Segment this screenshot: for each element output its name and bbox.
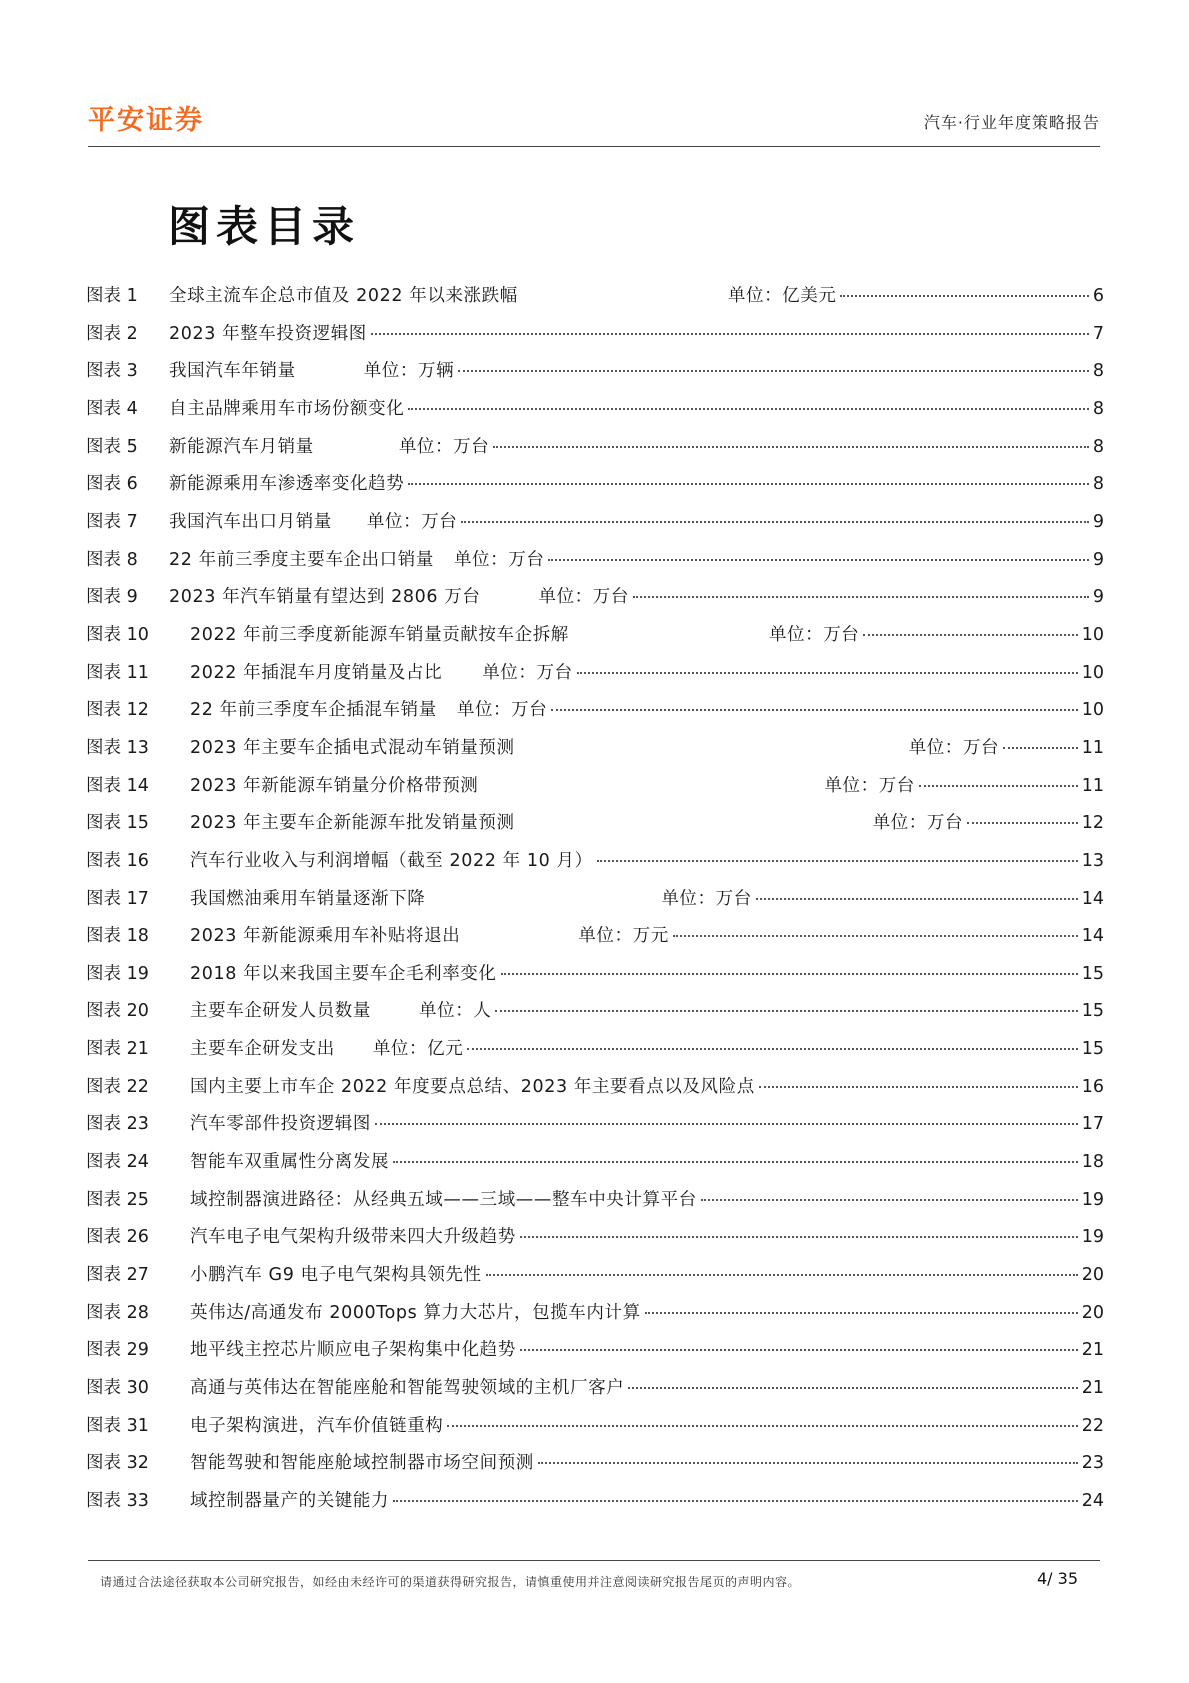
toc-entry: [190, 1339, 1104, 1361]
dot-leader: [919, 785, 1078, 787]
toc-row[interactable]: [86, 398, 1104, 436]
dot-leader: [840, 295, 1088, 297]
toc-row[interactable]: [86, 1076, 1104, 1114]
figure-number: 图表 4: [86, 398, 138, 419]
figure-unit: 单位：万台: [661, 888, 752, 909]
figure-unit: 单位：亿美元: [727, 286, 837, 306]
toc-entry: [169, 285, 1104, 307]
figure-title: 新能源乘用车渗透率变化趋势: [169, 474, 405, 495]
figure-number: 图表 14: [86, 775, 149, 796]
dot-leader: [493, 446, 1089, 448]
dot-leader: [701, 1199, 1078, 1201]
figure-title: 自主品牌乘用车市场份额变化: [169, 398, 405, 419]
dot-leader: [520, 1236, 1078, 1238]
dot-leader: [408, 483, 1089, 485]
dot-leader: [447, 1425, 1077, 1427]
toc-entry: [169, 360, 1104, 382]
figure-number: 图表 2: [86, 323, 138, 344]
toc-entry: [190, 850, 1104, 872]
toc-row[interactable]: [86, 1151, 1104, 1189]
figure-title: 汽车电子电气架构升级带来四大升级趋势: [190, 1227, 516, 1248]
page-reference[interactable]: 12: [1081, 813, 1104, 834]
toc-entry: [190, 963, 1104, 985]
page-reference[interactable]: 16: [1081, 1076, 1104, 1097]
toc-entry: [169, 511, 1104, 533]
toc-entry: [190, 1076, 1104, 1098]
figure-toc: [86, 285, 1104, 1528]
figure-title: 22 年前三季度车企插混车销量: [190, 700, 437, 721]
figure-title: 域控制器量产的关键能力: [190, 1491, 390, 1511]
toc-entry: [190, 1415, 1104, 1437]
figure-title: 22 年前三季度主要车企出口销量: [169, 549, 434, 570]
page-header: [88, 96, 1100, 147]
dot-leader: [633, 596, 1089, 598]
disclaimer-text: 请通过合法途径获取本公司研究报告，如经由未经许可的渠道获得研究报告，请慎重使用并注意阅读研究报告尾页的声明内容。: [100, 1575, 801, 1589]
toc-row[interactable]: [86, 1415, 1104, 1453]
figure-title: 汽车行业收入与利润增幅（截至 2022 年 10 月）: [190, 850, 593, 871]
toc-entry: [190, 1151, 1104, 1173]
page-reference[interactable]: 13: [1081, 850, 1104, 871]
toc-row[interactable]: [86, 1377, 1104, 1415]
figure-unit: 单位：亿元: [372, 1039, 464, 1060]
figure-title: 2022 年前三季度新能源车销量贡献按车企拆解: [190, 624, 569, 645]
figure-number: 图表 17: [86, 888, 149, 909]
dot-leader: [467, 1048, 1077, 1050]
figure-title: 2023 年整车投资逻辑图: [169, 323, 367, 344]
figure-unit: 单位：万台: [872, 813, 964, 834]
figure-unit: 单位：万元: [578, 926, 669, 947]
page-reference[interactable]: 22: [1081, 1415, 1104, 1436]
toc-entry: [169, 398, 1104, 420]
figure-unit: 单位：万台: [908, 737, 1000, 758]
figure-unit: 单位：万台: [824, 775, 915, 796]
dot-leader: [597, 860, 1078, 862]
page-reference[interactable]: 10: [1081, 662, 1104, 683]
figure-title: 2023 年主要车企新能源车批发销量预测: [190, 813, 515, 834]
page-reference[interactable]: 17: [1081, 1114, 1104, 1135]
toc-row[interactable]: [86, 1113, 1104, 1151]
figure-number: 图表 7: [86, 511, 138, 532]
toc-row[interactable]: [86, 775, 1104, 813]
dot-leader: [645, 1312, 1078, 1314]
company-logo: 平安证券: [88, 105, 204, 136]
toc-row[interactable]: [86, 1264, 1104, 1302]
toc-row[interactable]: [86, 925, 1104, 963]
toc-row[interactable]: [86, 888, 1104, 926]
page-reference[interactable]: 8: [1092, 361, 1104, 382]
figure-number: 图表 21: [86, 1039, 149, 1060]
toc-entry: [190, 1189, 1104, 1211]
figure-number: 图表 31: [86, 1415, 149, 1436]
toc-entry: [190, 812, 1104, 834]
toc-row[interactable]: [86, 285, 1104, 323]
figure-title: 我国燃油乘用车销量逐渐下降: [190, 888, 426, 909]
toc-entry: [190, 1452, 1104, 1474]
figure-number: 图表 26: [86, 1227, 149, 1248]
toc-entry: [190, 1226, 1104, 1248]
page-reference[interactable]: 21: [1081, 1378, 1104, 1399]
page-reference[interactable]: 15: [1081, 1001, 1104, 1022]
figure-title: 2023 年新能源乘用车补贴将退出: [190, 926, 461, 947]
page-reference[interactable]: 7: [1092, 323, 1104, 344]
figure-title: 我国汽车出口月销量: [169, 511, 332, 532]
toc-row[interactable]: [86, 473, 1104, 511]
figure-unit: 单位：万台: [456, 700, 548, 721]
figure-title: 域控制器演进路径：从经典五域——三域——整车中央计算平台: [190, 1189, 697, 1210]
figure-title: 2022 年插混车月度销量及占比: [190, 662, 443, 683]
toc-row[interactable]: [86, 1226, 1104, 1264]
toc-entry: [190, 662, 1104, 684]
figure-number: 图表 8: [86, 549, 138, 570]
toc-entry: [190, 1302, 1104, 1324]
toc-entry: [190, 925, 1104, 947]
toc-row[interactable]: [86, 963, 1104, 1001]
dot-leader: [393, 1161, 1078, 1163]
figure-title: 我国汽车年销量: [169, 361, 296, 382]
page-reference[interactable]: 6: [1092, 286, 1104, 306]
page-reference[interactable]: 8: [1092, 474, 1104, 495]
page-number: 4/ 35: [1036, 1569, 1078, 1588]
page-reference[interactable]: 19: [1081, 1227, 1104, 1248]
dot-leader: [1003, 747, 1078, 749]
page-reference[interactable]: 15: [1081, 963, 1104, 984]
figure-unit: 单位：万台: [453, 549, 545, 570]
figure-number: 图表 1: [86, 286, 138, 306]
toc-row[interactable]: [86, 586, 1104, 624]
dot-leader: [393, 1500, 1078, 1502]
page-reference[interactable]: 24: [1081, 1491, 1104, 1511]
page-reference[interactable]: 11: [1081, 737, 1104, 758]
figure-number: 图表 33: [86, 1491, 149, 1511]
toc-row[interactable]: [86, 662, 1104, 700]
dot-leader: [461, 521, 1088, 523]
figure-number: 图表 12: [86, 700, 149, 721]
dot-leader: [538, 1462, 1078, 1464]
toc-row[interactable]: [86, 1038, 1104, 1076]
page-reference[interactable]: 8: [1092, 398, 1104, 419]
figure-unit: 单位：万台: [482, 662, 573, 683]
toc-row[interactable]: [86, 624, 1104, 662]
figure-title: 智能驾驶和智能座舱域控制器市场空间预测: [190, 1453, 534, 1474]
dot-leader: [486, 1274, 1078, 1276]
page-reference[interactable]: 9: [1092, 587, 1104, 608]
page-reference[interactable]: 23: [1081, 1453, 1104, 1474]
page-reference[interactable]: 14: [1081, 888, 1104, 909]
page-reference[interactable]: 20: [1081, 1302, 1104, 1323]
dot-leader: [967, 822, 1078, 824]
toc-entry: [190, 775, 1104, 797]
figure-number: 图表 22: [86, 1076, 149, 1097]
toc-row[interactable]: [86, 436, 1104, 474]
figure-title: 智能车双重属性分离发展: [190, 1152, 390, 1173]
figure-number: 图表 3: [86, 361, 138, 382]
toc-row[interactable]: [86, 1452, 1104, 1490]
toc-row[interactable]: [86, 737, 1104, 775]
figure-number: 图表 10: [86, 624, 149, 645]
dot-leader: [408, 408, 1089, 410]
figure-title: 小鹏汽车 G9 电子电气架构具领先性: [190, 1265, 482, 1286]
toc-entry: [190, 699, 1104, 721]
page-reference[interactable]: 11: [1081, 775, 1104, 796]
toc-row[interactable]: [86, 1490, 1104, 1528]
figure-title: 2023 年主要车企插电式混动车销量预测: [190, 737, 515, 758]
toc-row[interactable]: [86, 850, 1104, 888]
figure-title: 2023 年汽车销量有望达到 2806 万台: [169, 587, 481, 608]
figure-number: 图表 20: [86, 1001, 149, 1022]
figure-number: 图表 15: [86, 813, 149, 834]
figure-title: 2023 年新能源车销量分价格带预测: [190, 775, 479, 796]
dot-leader: [756, 898, 1078, 900]
figure-number: 图表 11: [86, 662, 149, 683]
figure-number: 图表 6: [86, 474, 138, 495]
toc-entry: [190, 737, 1104, 759]
dot-leader: [375, 1123, 1078, 1125]
dot-leader: [520, 1349, 1078, 1351]
figure-number: 图表 16: [86, 850, 149, 871]
figure-number: 图表 29: [86, 1340, 149, 1361]
page-reference[interactable]: 20: [1081, 1265, 1104, 1286]
toc-entry: [169, 436, 1104, 458]
toc-entry: [190, 1038, 1104, 1060]
page-reference[interactable]: 14: [1081, 926, 1104, 947]
figure-number: 图表 13: [86, 737, 149, 758]
figure-title: 汽车零部件投资逻辑图: [190, 1114, 371, 1135]
dot-leader: [371, 333, 1089, 335]
figure-number: 图表 5: [86, 436, 138, 457]
page-reference[interactable]: 15: [1081, 1039, 1104, 1060]
figure-unit: 单位：万台: [366, 511, 458, 532]
dot-leader: [577, 672, 1078, 674]
dot-leader: [863, 634, 1077, 636]
page-reference[interactable]: 18: [1081, 1152, 1104, 1173]
page-reference[interactable]: 9: [1092, 549, 1104, 570]
toc-row[interactable]: [86, 549, 1104, 587]
dot-leader: [759, 1086, 1078, 1088]
toc-row[interactable]: [86, 323, 1104, 361]
toc-entry: [169, 549, 1104, 571]
toc-entry: [190, 624, 1104, 646]
dot-leader: [458, 370, 1089, 372]
figure-title: 高通与英伟达在智能座舱和智能驾驶领域的主机厂客户: [190, 1378, 625, 1399]
dot-leader: [673, 935, 1078, 937]
figure-number: 图表 25: [86, 1189, 149, 1210]
figure-number: 图表 23: [86, 1114, 149, 1135]
toc-row[interactable]: [86, 812, 1104, 850]
toc-row[interactable]: [86, 360, 1104, 398]
figure-number: 图表 9: [86, 587, 138, 608]
toc-entry: [190, 1377, 1104, 1399]
figure-title: 新能源汽车月销量: [169, 436, 314, 457]
toc-row[interactable]: [86, 511, 1104, 549]
figure-title: 全球主流车企总市值及 2022 年以来涨跌幅: [169, 286, 518, 306]
figure-title: 国内主要上市车企 2022 年度要点总结、2023 年主要看点以及风险点: [190, 1076, 755, 1097]
dot-leader: [551, 709, 1077, 711]
toc-row[interactable]: [86, 1189, 1104, 1227]
figure-number: 图表 32: [86, 1453, 149, 1474]
page-reference[interactable]: 10: [1081, 700, 1104, 721]
report-category: 汽车·行业年度策略报告: [923, 113, 1100, 132]
figure-unit: 单位：万辆: [363, 361, 455, 382]
figure-number: 图表 30: [86, 1378, 149, 1399]
figure-title: 主要车企研发人员数量: [190, 1001, 371, 1022]
page-reference[interactable]: 21: [1081, 1340, 1104, 1361]
page-reference[interactable]: 9: [1092, 511, 1104, 532]
figure-unit: 单位：人: [419, 1001, 492, 1022]
figure-number: 图表 27: [86, 1265, 149, 1286]
page-footer: [88, 1560, 1100, 1601]
toc-row[interactable]: [86, 1339, 1104, 1377]
toc-entry: [190, 1113, 1104, 1135]
toc-row[interactable]: [86, 699, 1104, 737]
figure-title: 地平线主控芯片顺应电子架构集中化趋势: [190, 1340, 516, 1361]
dot-leader: [548, 559, 1088, 561]
figure-unit: 单位：万台: [538, 587, 629, 608]
toc-row[interactable]: [86, 1000, 1104, 1038]
toc-entry: [190, 1264, 1104, 1286]
toc-entry: [190, 1000, 1104, 1022]
toc-entry: [190, 1490, 1104, 1512]
figure-title: 2018 年以来我国主要车企毛利率变化: [190, 963, 497, 984]
toc-entry: [169, 323, 1104, 345]
figure-number: 图表 19: [86, 963, 149, 984]
page-reference[interactable]: 10: [1081, 624, 1104, 645]
figure-number: 图表 18: [86, 926, 149, 947]
figure-title: 主要车企研发支出: [190, 1039, 335, 1060]
dot-leader: [628, 1387, 1077, 1389]
page-reference[interactable]: 19: [1081, 1189, 1104, 1210]
figure-number: 图表 24: [86, 1152, 149, 1173]
figure-title: 电子架构演进，汽车价值链重构: [190, 1415, 444, 1436]
dot-leader: [501, 973, 1078, 975]
toc-entry: [190, 888, 1104, 910]
page-title: 图表目录: [168, 202, 361, 251]
figure-unit: 单位：万台: [768, 624, 860, 645]
dot-leader: [495, 1010, 1077, 1012]
toc-entry: [169, 586, 1104, 608]
figure-unit: 单位：万台: [398, 436, 490, 457]
figure-number: 图表 28: [86, 1302, 149, 1323]
page-reference[interactable]: 8: [1092, 436, 1104, 457]
toc-row[interactable]: [86, 1302, 1104, 1340]
figure-title: 英伟达/高通发布 2000Tops 算力大芯片，包揽车内计算: [190, 1302, 641, 1323]
toc-entry: [169, 473, 1104, 495]
